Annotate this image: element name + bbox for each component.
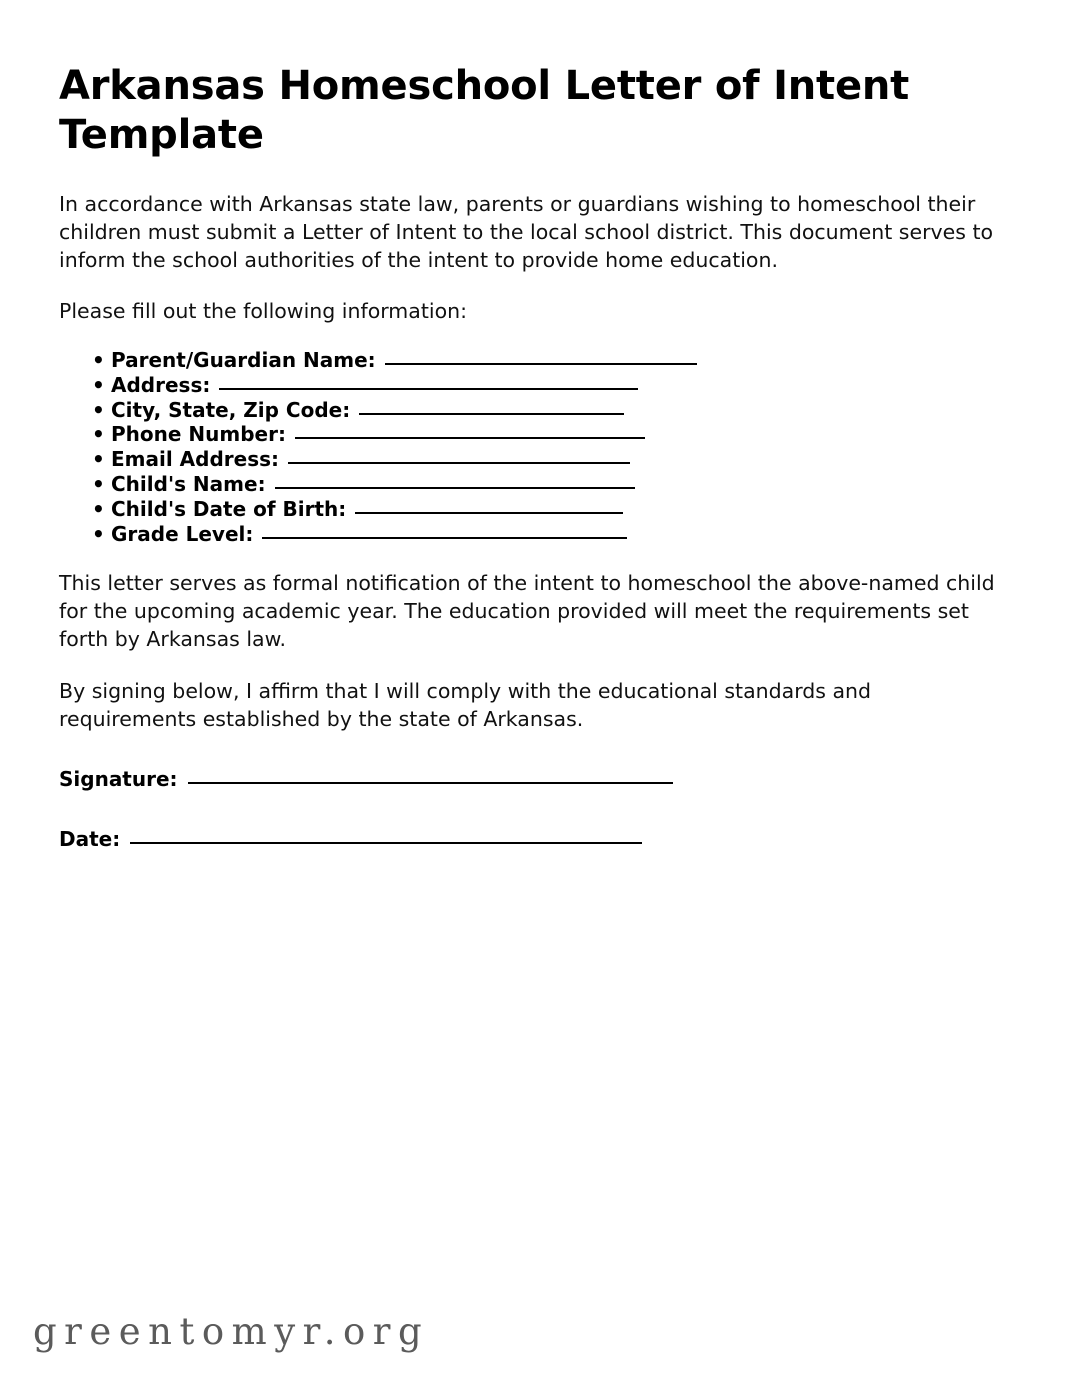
field-label: Grade Level: [111, 521, 254, 546]
field-label: Address: [111, 372, 211, 397]
body-paragraph-1: This letter serves as formal notification of the intent to homeschool the above-named child for the upcoming academic year. The education provided will meet the requirements set forth by Arkansas law. [59, 570, 995, 652]
bullet-icon: • [92, 422, 105, 447]
field-blank-line[interactable] [288, 462, 630, 464]
field-label: Child's Date of Birth: [111, 497, 347, 522]
bullet-icon: • [92, 397, 105, 422]
field-blank-line[interactable] [295, 437, 645, 439]
date-blank-line[interactable] [130, 842, 642, 844]
list-item [59, 398, 1014, 423]
bullet-icon: • [92, 521, 105, 546]
list-item [59, 373, 1014, 398]
signature-label: Signature: [59, 767, 178, 792]
instruction-text: Please fill out the following information: [59, 299, 468, 324]
field-label: Child's Name: [111, 472, 266, 497]
bullet-icon: • [92, 447, 105, 472]
site-watermark: greentomyr.org [33, 1310, 430, 1353]
field-blank-line[interactable] [355, 512, 623, 514]
list-item [59, 522, 1014, 547]
date-label: Date: [59, 827, 121, 852]
field-blank-line[interactable] [219, 388, 638, 390]
bullet-icon: • [92, 372, 105, 397]
list-item [59, 422, 1014, 447]
body-paragraph-2: By signing below, I affirm that I will comply with the educational standards and requirements established by the state of Arkansas. [59, 678, 872, 731]
field-blank-line[interactable] [275, 487, 635, 489]
field-blank-line[interactable] [385, 363, 697, 365]
signature-line [59, 767, 1014, 791]
bullet-icon: • [92, 347, 105, 372]
list-item [59, 447, 1014, 472]
list-item [59, 348, 1014, 373]
list-item [59, 497, 1014, 522]
bullet-icon: • [92, 472, 105, 497]
field-label: Email Address: [111, 447, 280, 472]
document-content [59, 62, 1014, 887]
page-title: Arkansas Homeschool Letter of Intent Template [59, 63, 910, 158]
field-label: Phone Number: [111, 422, 286, 447]
field-label: City, State, Zip Code: [111, 397, 351, 422]
form-field-list [59, 348, 1014, 547]
date-line [59, 827, 1014, 851]
list-item [59, 472, 1014, 497]
signature-blank-line[interactable] [188, 782, 673, 784]
intro-paragraph: In accordance with Arkansas state law, parents or guardians wishing to homeschool their children must submit a Letter of Intent to the local school district. This document serves to inform the school authorities of the intent to provide home education. [59, 191, 994, 273]
bullet-icon: • [92, 497, 105, 522]
field-blank-line[interactable] [262, 537, 627, 539]
field-label: Parent/Guardian Name: [111, 347, 376, 372]
field-blank-line[interactable] [359, 413, 624, 415]
